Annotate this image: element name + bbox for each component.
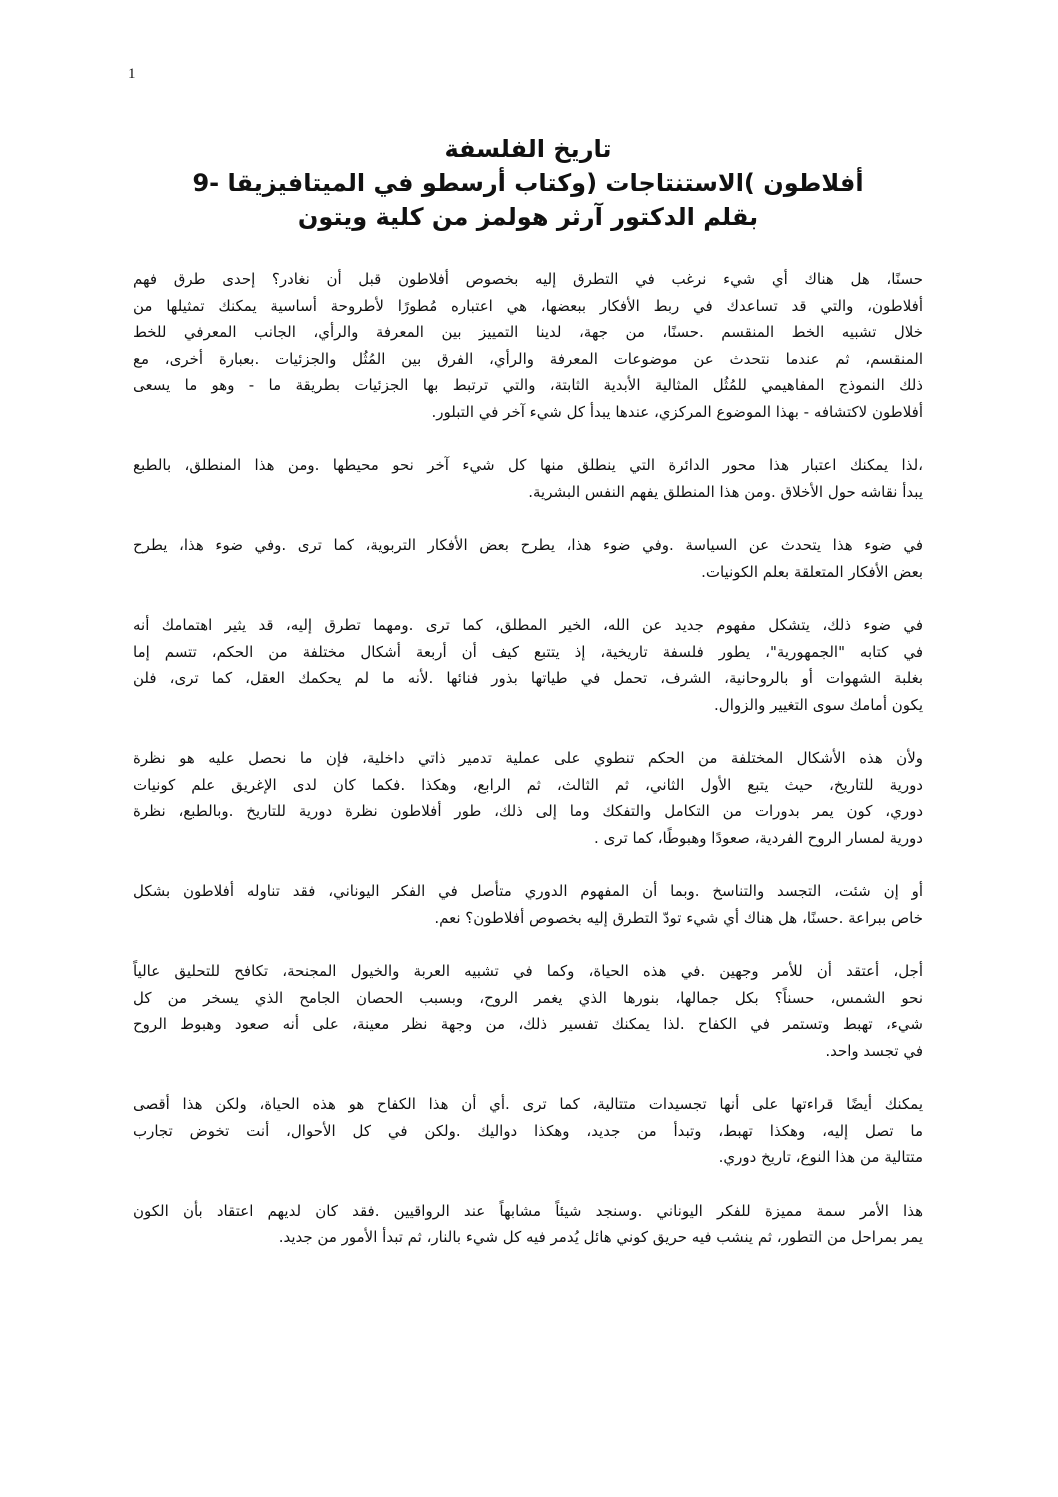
subtitle-line: أفلاطون )الاستنتاجات (وكتاب أرسطو في الميتافيزيقا -9 bbox=[192, 169, 864, 197]
paragraph-line: ،لذا يمكنك اعتبار هذا محور الدائرة التي ينطلق منها كل شيء آخر نحو محيطها .ومن هذا المنطلق، بالطبع bbox=[133, 456, 923, 474]
paragraph-line: هذا الأمر سمة مميزة للفكر اليوناني .وسنجد شيئاً مشابهاً عند الرواقيين .فقد كان لديهم اعتقاد بأن الكون bbox=[133, 1201, 923, 1220]
paragraph-line: ما تصل إليه، وهكذا تهبط، وتبدأ من جديد، وهكذا دواليك .ولكن في كل الأحوال، أنت تخوض تجارب bbox=[133, 1121, 923, 1140]
paragraph bbox=[133, 1198, 923, 1251]
paragraph-line: ذلك النموذج المفاهيمي للمُثُل المثالية الأبدية الثابتة، والتي ترتبط بها الجزئيات بطريقة ما - وهو ما يسعى bbox=[133, 376, 923, 394]
title-line: تاريخ الفلسفة bbox=[444, 135, 612, 163]
paragraph bbox=[133, 532, 923, 585]
paragraph bbox=[133, 612, 923, 718]
paragraph-line: يكون أمامك سوى التغيير والزوال. bbox=[714, 695, 923, 714]
paragraph bbox=[133, 745, 923, 851]
paragraph bbox=[133, 452, 923, 505]
page-number: 1 bbox=[128, 66, 136, 82]
paragraph bbox=[133, 266, 923, 425]
paragraph-line: في تجسد واحد. bbox=[825, 1041, 923, 1060]
paragraph bbox=[133, 1091, 923, 1171]
paragraph-line: بعض الأفكار المتعلقة بعلم الكونيات. bbox=[701, 562, 923, 581]
paragraph-line: دورية لمسار الروح الفردية، صعودًا وهبوطًا، كما ترى . bbox=[594, 828, 923, 847]
document-body bbox=[133, 266, 923, 1278]
paragraph-line: دوري، كون يمر بدورات من التكامل والتفكك وما إلى ذلك، طور أفلاطون نظرة دورية للتاريخ .وبالطبع، نظرة bbox=[133, 802, 923, 820]
paragraph-line: أفلاطون لاكتشافه - بهذا الموضوع المركزي، عندها يبدأ كل شيء آخر في التبلور. bbox=[431, 402, 923, 421]
paragraph bbox=[133, 878, 923, 931]
paragraph-line: أفلاطون، والتي قد تساعدك في ربط الأفكار ببعضها، هي اعتباره مُطورًا لأطروحة أساسية يمكنك تمثيلها من bbox=[133, 296, 923, 315]
paragraph-line: دورية للتاريخ، حيث يتبع الأول الثاني، ثم الثالث، ثم الرابع، وهكذا .فكما كان لدى الإغريق علم كونيات bbox=[133, 775, 923, 794]
paragraph-line: يبدأ نقاشه حول الأخلاق .ومن هذا المنطلق يفهم النفس البشرية. bbox=[528, 482, 923, 501]
paragraph-line: المنقسم، ثم عندما نتحدث عن موضوعات المعرفة والرأي، الفرق بين المُثُل والجزئيات .بعبارة أخرى، مع bbox=[133, 349, 923, 368]
paragraph-line: نحو الشمس، حسناً؟ بكل جمالها، بنورها الذي يغمر الروح، وبسبب الحصان الجامح الذي يسخر من كل bbox=[133, 988, 923, 1007]
paragraph bbox=[133, 958, 923, 1064]
paragraph-line: ولأن هذه الأشكال المختلفة من الحكم تنطوي على عملية تدمير ذاتي داخلية، فإن ما نحصل عليه هو نظرة bbox=[133, 749, 923, 767]
paragraph-line: بغلبة الشهوات أو بالروحانية، الشرف، تحمل في طياتها بذور فنائها .لأنه ما لم يحكمك العقل، كما ترى، فلن bbox=[133, 669, 923, 687]
paragraph-line: أو إن شئت، التجسد والتناسخ .وبما أن المفهوم الدوري متأصل في الفكر اليوناني، فقد تناوله أفلاطون بشكل bbox=[133, 882, 923, 900]
paragraph-line: خاص ببراعة .حسنًا، هل هناك أي شيء تودّ التطرق إليه بخصوص أفلاطون؟ نعم. bbox=[434, 908, 923, 927]
author-line: بقلم الدكتور آرثر هولمز من كلية ويتون bbox=[297, 203, 759, 231]
paragraph-line: يمر بمراحل من التطور، ثم ينشب فيه حريق كوني هائل يُدمر فيه كل شيء بالنار، ثم تبدأ الأمور من جديد. bbox=[278, 1228, 923, 1246]
paragraph-line: متتالية من هذا النوع، تاريخ دوري. bbox=[718, 1148, 923, 1166]
paragraph-line: أجل، أعتقد أن للأمر وجهين .في هذه الحياة، وكما في تشبيه العربة والخيول المجنحة، تكافح للتحليق عالياً bbox=[133, 962, 923, 980]
document-title bbox=[133, 132, 923, 234]
paragraph-line: في ضوء هذا يتحدث عن السياسة .وفي ضوء هذا، يطرح بعض الأفكار التربوية، كما ترى .وفي ضوء هذا، يطرح bbox=[133, 536, 923, 554]
paragraph-line: خلال تشبيه الخط المنقسم .حسنًا، من جهة، لدينا التمييز بين المعرفة والرأي، الجانب المعرفي للخط bbox=[133, 323, 923, 341]
paragraph-line: حسنًا، هل هناك أي شيء نرغب في التطرق إليه بخصوص أفلاطون قبل أن نغادر؟ إحدى طرق فهم bbox=[133, 270, 923, 288]
paragraph-line: شيء، تهبط وتستمر في الكفاح .لذا يمكنك تفسير ذلك، من وجهة نظر معينة، على أنه صعود وهبوط الروح bbox=[133, 1015, 923, 1033]
paragraph-line: في كتابه "الجمهورية"، يطور فلسفة تاريخية، إذ يتتبع كيف أن أربعة أشكال مختلفة من الحكم، تتسم إما bbox=[133, 642, 923, 661]
paragraph-line: في ضوء ذلك، يتشكل مفهوم جديد عن الله، الخير المطلق، كما ترى .ومهما تطرق إليه، قد يثير اهتمامك أنه bbox=[133, 616, 923, 634]
paragraph-line: يمكنك أيضًا قراءتها على أنها تجسيدات متتالية، كما ترى .أي أن هذا الكفاح هو هذه الحياة، ولكن هذا أقصى bbox=[133, 1095, 923, 1113]
